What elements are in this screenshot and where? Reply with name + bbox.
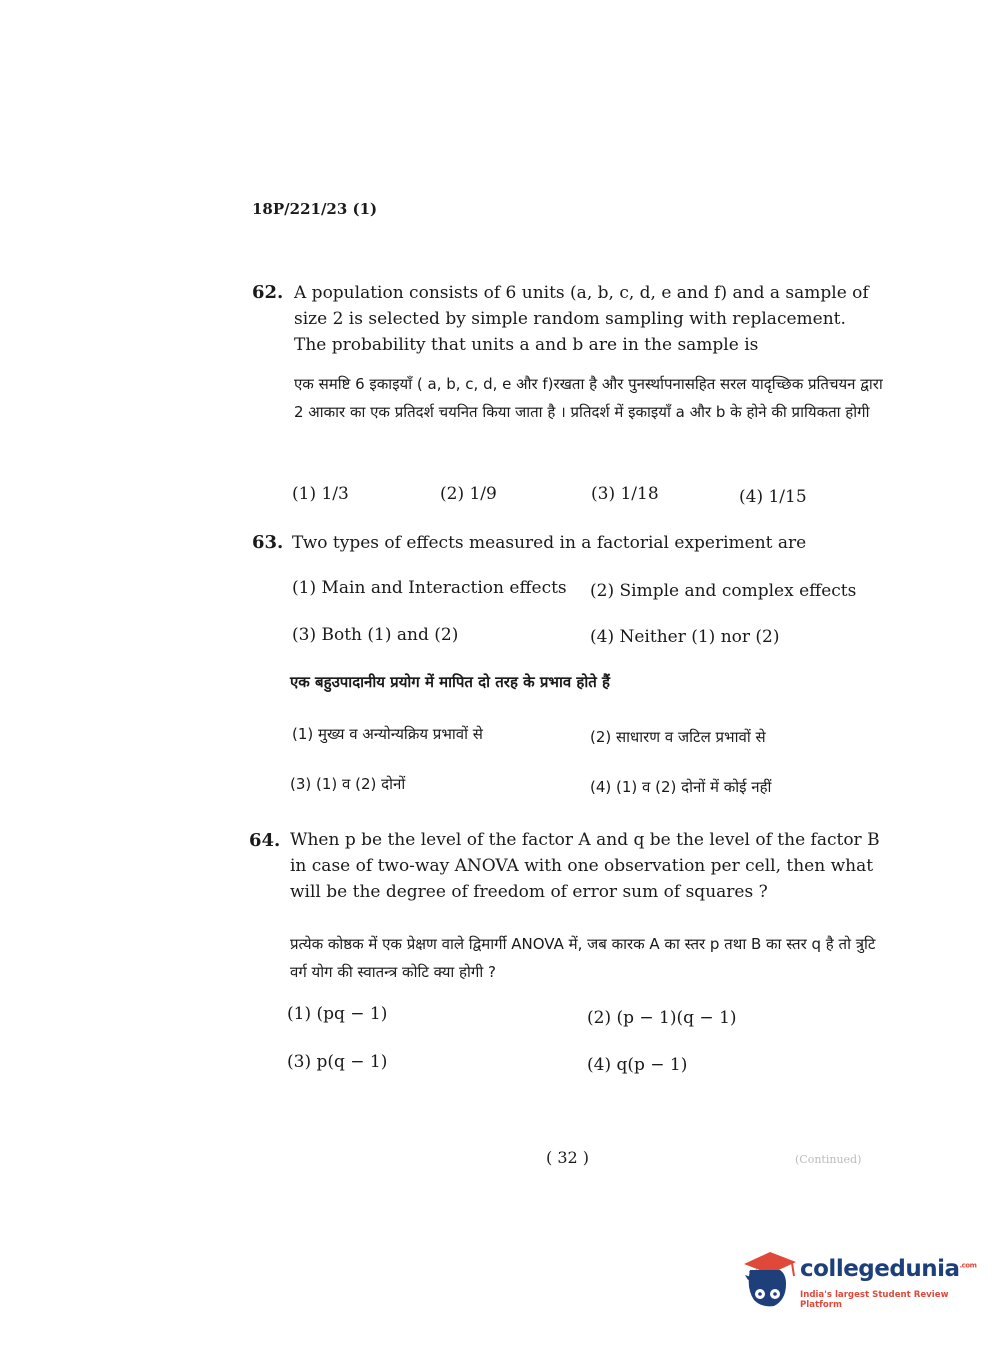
paper-code: 18P/221/23 (1) [252,200,378,218]
question-63-hindi-option-2: (2) साधारण व जटिल प्रभावों से [590,728,766,746]
logo-tagline: India's largest Student Review Platform [800,1290,949,1310]
question-62-option-2: (2) 1/9 [440,484,497,504]
question-63-option-4: (4) Neither (1) nor (2) [590,627,780,647]
question-64-option-1: (1) (pq − 1) [287,1004,388,1024]
question-62-option-3: (3) 1/18 [591,484,659,504]
question-64-option-3: (3) p(q − 1) [287,1052,388,1072]
page-number: ( 32 ) [546,1148,590,1167]
question-63-hindi-option-3: (3) (1) व (2) दोनों [290,775,406,793]
question-63-hindi-option-1: (1) मुख्य व अन्योन्यक्रिय प्रभावों से [292,725,483,743]
question-64-english: When p be the level of the factor A and q be the level of the factor B in case of two-way ANOVA with one observation per cell, then what will be the degree of freedom of error sum of squares ? [290,830,880,902]
question-63-option-1: (1) Main and Interaction effects [292,578,567,598]
question-62-hindi: एक समष्टि 6 इकाइयाँ ( a, b, c, d, e और f)रखता है और पुनर्स्थापनासहित सरल यादृच्छिक प्रतिचयन द्वारा 2 आकार का एक प्रतिदर्श चयनित किया जाता है । प्रतिदर्श में इकाइयाँ a और b के होने की प्रायिकता होगी [294,375,883,421]
question-64-option-4: (4) q(p − 1) [587,1055,688,1075]
question-63-hindi-option-4: (4) (1) व (2) दोनों में कोई नहीं [590,778,772,796]
question-63-option-2: (2) Simple and complex effects [590,581,857,601]
question-63-english: Two types of effects measured in a factorial experiment are [292,533,807,553]
continued-note: (Continued) [795,1153,862,1166]
question-63-number: 63. [252,532,284,553]
collegedunia-logo[interactable] [740,1250,977,1312]
question-64-option-2: (2) (p − 1)(q − 1) [587,1008,737,1028]
question-62-english: A population consists of 6 units (a, b, c, d, e and f) and a sample of size 2 is selected by simple random sampling with replacement. The probability that units a and b are in the sample is [294,283,869,355]
question-63-hindi: एक बहुउपादानीय प्रयोग में मापित दो तरह के प्रभाव होते हैं [290,673,610,691]
question-62-number: 62. [252,282,284,303]
mascot-icon [740,1250,798,1312]
logo-suffix: .com [959,1261,977,1270]
logo-wordmark: collegedunia [800,1256,960,1282]
question-63-option-3: (3) Both (1) and (2) [292,625,459,645]
question-64-number: 64. [249,830,281,851]
question-62-option-4: (4) 1/15 [739,487,807,507]
question-62-option-1: (1) 1/3 [292,484,349,504]
question-64-hindi: प्रत्येक कोष्ठक में एक प्रेक्षण वाले द्विमार्गी ANOVA में, जब कारक A का स्तर p तथा B का स्तर q है तो त्रुटि वर्ग योग की स्वातन्त्र कोटि क्या होगी ? [290,935,876,981]
